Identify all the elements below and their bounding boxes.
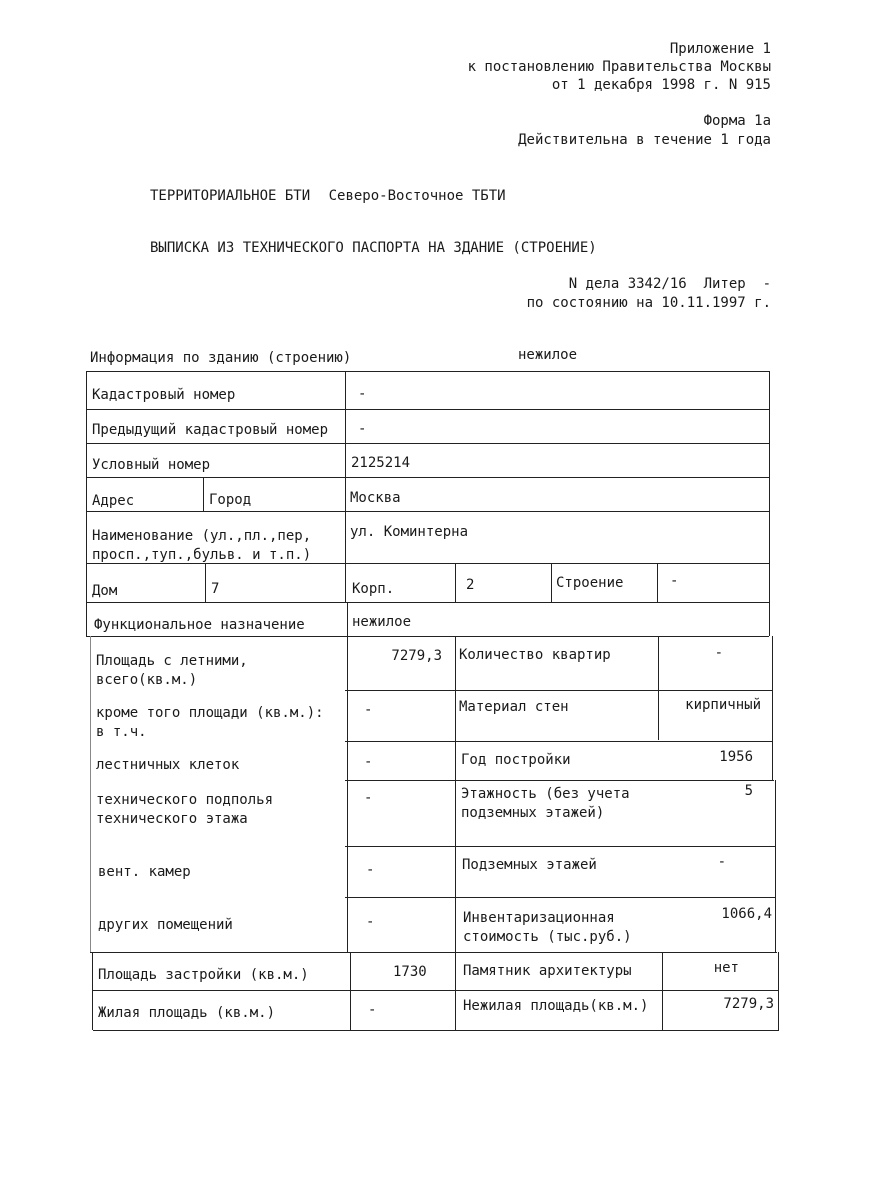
monument-value: нет [713, 960, 739, 976]
house-label: Дом [92, 583, 118, 599]
form-header [518, 112, 771, 150]
korp-label: Корп. [352, 581, 395, 597]
street-value: ул. Коминтерна [350, 524, 469, 540]
building-label: Строение [556, 575, 624, 591]
inventory-value: 1066,4 [721, 906, 772, 922]
bti-label: ТЕРРИТОРИАЛЬНОЕ БТИ [150, 188, 311, 204]
city-label: Город [209, 492, 252, 508]
walls-label: Материал стен [459, 699, 569, 715]
prev-cadastral-label: Предыдущий кадастровый номер [92, 422, 329, 438]
underground-label: Подземных этажей [462, 857, 597, 873]
besides-value: - [364, 702, 373, 718]
inventory-label: Инвентаризационная стоимость (тыс.руб.) [463, 910, 632, 945]
footprint-value: 1730 [393, 964, 427, 980]
year-value: 1956 [719, 749, 753, 765]
address-label: Адрес [92, 493, 135, 509]
nonliving-value: 7279,3 [723, 996, 774, 1012]
year-label: Год постройки [461, 752, 571, 768]
info-label: Информация по зданию (строению) [90, 350, 352, 366]
cadastral-value: - [358, 386, 367, 402]
tech-value: - [364, 790, 373, 806]
vent-label: вент. камер [98, 864, 191, 880]
case-number: N дела 3342/16 Литер - [568, 276, 771, 292]
stairs-value: - [364, 754, 373, 770]
purpose-label: Функциональное назначение [94, 617, 305, 633]
cadastral-label: Кадастровый номер [92, 387, 236, 403]
city-value: Москва [350, 490, 401, 506]
living-value: - [368, 1002, 377, 1018]
monument-label: Памятник архитектуры [463, 963, 632, 979]
apartments-label: Количество квартир [459, 647, 611, 663]
area-value: 7279,3 [391, 648, 442, 664]
floors-label: Этажность (без учета подземных этажей) [461, 786, 630, 821]
purpose-value: нежилое [352, 614, 412, 630]
conditional-label: Условный номер [92, 457, 211, 473]
prev-cadastral-value: - [358, 421, 367, 437]
info-type: нежилое [518, 347, 578, 363]
appendix-header [468, 40, 771, 94]
conditional-value: 2125214 [351, 455, 411, 471]
other-label: других помещений [98, 917, 233, 933]
bti-name: Северо-Восточное ТБТИ [328, 188, 506, 204]
case-info [527, 275, 771, 313]
building-value: - [670, 573, 679, 589]
bti-line [150, 188, 506, 204]
besides-label: кроме того площади (кв.м.): в т.ч. [96, 705, 324, 740]
house-value: 7 [211, 581, 220, 597]
document-title: ВЫПИСКА ИЗ ТЕХНИЧЕСКОГО ПАСПОРТА НА ЗДАНИЕ (СТРОЕНИЕ) [150, 240, 597, 256]
appendix-line: Приложение 1 [669, 41, 771, 57]
other-value: - [366, 914, 375, 930]
walls-value: кирпичный [685, 697, 761, 713]
floors-value: 5 [744, 783, 753, 799]
decree-line: к постановлению Правительства Москвы [467, 59, 771, 75]
apartments-value: - [714, 645, 723, 661]
form-number: Форма 1а [703, 113, 771, 129]
nonliving-label: Нежилая площадь(кв.м.) [463, 998, 649, 1014]
street-label: Наименование (ул.,пл.,пер, просп.,туп.,бульв. и т.п.) [92, 528, 312, 563]
stairs-label: лестничных клеток [96, 757, 240, 773]
area-label: Площадь с летними, всего(кв.м.) [96, 653, 248, 688]
living-label: Жилая площадь (кв.м.) [98, 1005, 276, 1021]
tech-label: технического подполья технического этажа [96, 792, 274, 827]
validity-note: Действительна в течение 1 года [518, 132, 771, 148]
underground-value: - [717, 854, 726, 870]
vent-value: - [366, 862, 375, 878]
state-date: по состоянию на 10.11.1997 г. [526, 295, 771, 311]
decree-date-line: от 1 декабря 1998 г. N 915 [551, 77, 771, 93]
korp-value: 2 [466, 577, 475, 593]
footprint-label: Площадь застройки (кв.м.) [98, 967, 309, 983]
